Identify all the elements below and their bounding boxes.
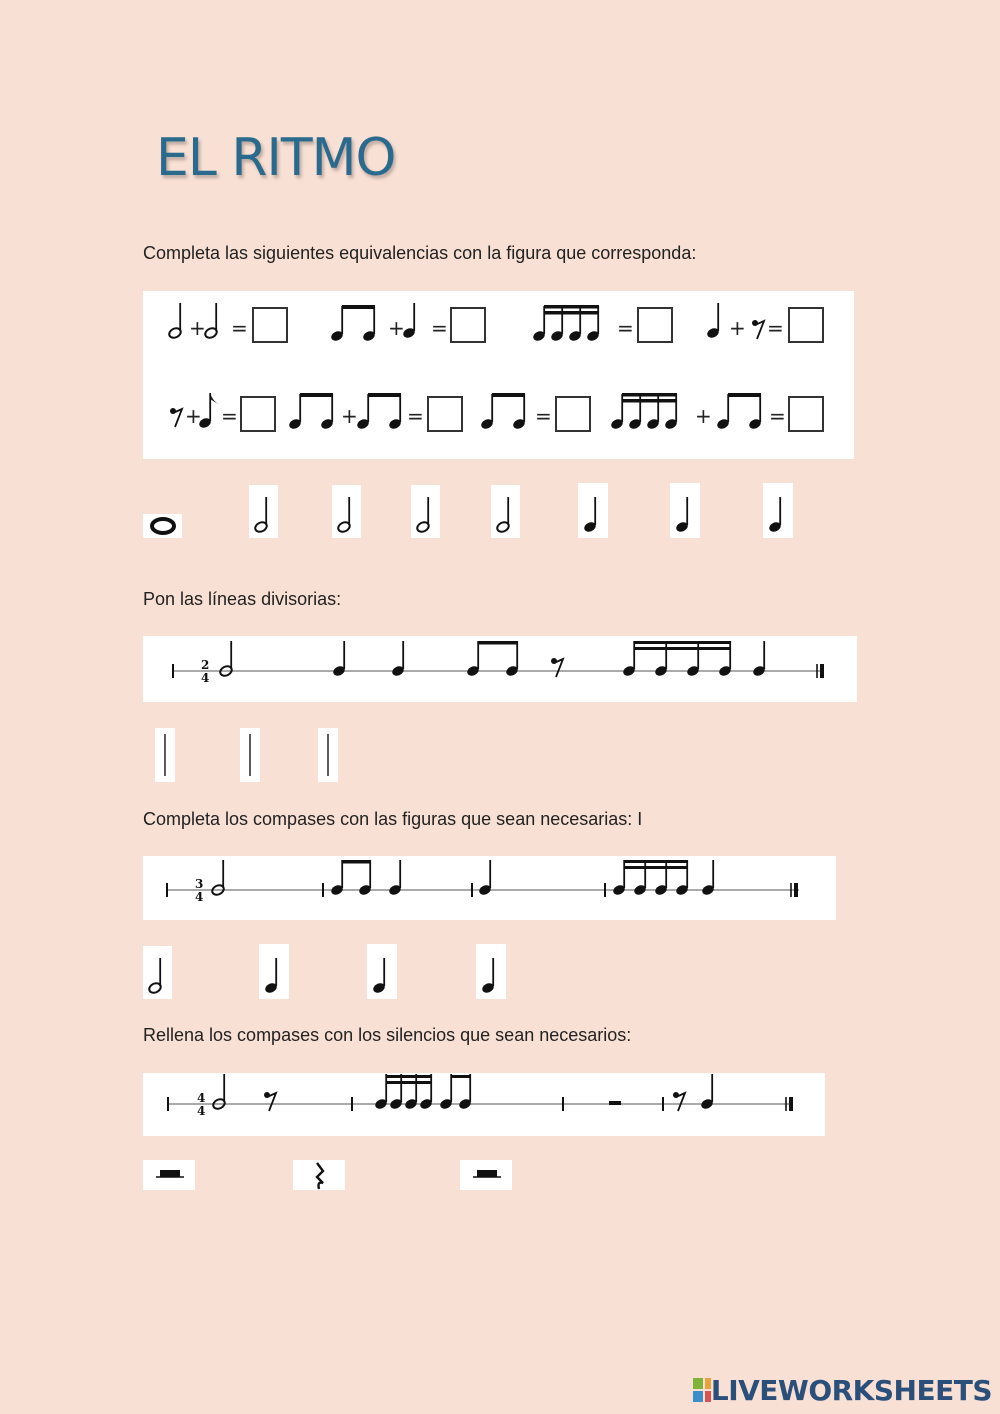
quarter-note-icon xyxy=(332,641,347,678)
half-note-icon xyxy=(143,946,172,999)
drag-quarter-note[interactable] xyxy=(259,944,289,999)
svg-text:+: + xyxy=(341,404,358,428)
quarter-note-icon xyxy=(259,944,289,999)
drag-half-note[interactable] xyxy=(249,485,278,538)
eighth-pair-icon xyxy=(466,641,520,678)
drag-whole-note[interactable] xyxy=(143,514,182,538)
answer-box[interactable] xyxy=(789,308,823,342)
eighth-pair-icon xyxy=(330,860,373,897)
quarter-note-icon xyxy=(391,641,406,678)
sixteenth-group-icon xyxy=(612,860,690,897)
sixteenth-group-icon xyxy=(622,641,733,678)
sixteenth-group-icon xyxy=(610,393,679,431)
rests-score xyxy=(143,1073,825,1136)
svg-text:+: + xyxy=(388,316,405,340)
page-title: EL RITMO xyxy=(156,128,396,188)
instruction-equivalences: Completa las siguientes equivalencias con la figura que corresponda: xyxy=(143,243,697,263)
eighth-pair-icon xyxy=(439,1074,473,1111)
drag-half-note[interactable] xyxy=(411,485,440,538)
barline-icon xyxy=(318,728,338,782)
time-signature-top: 4 xyxy=(197,1091,206,1105)
whole-note-icon xyxy=(143,514,182,538)
eighth-pair-icon xyxy=(330,305,377,343)
quarter-note-icon xyxy=(763,483,793,538)
quarter-note-icon xyxy=(367,944,397,999)
quarter-note-icon xyxy=(700,1074,715,1111)
half-note-icon xyxy=(219,641,234,678)
svg-text:=: = xyxy=(535,404,552,428)
half-note-icon xyxy=(168,303,183,340)
sixteenth-group-icon xyxy=(374,1074,434,1111)
svg-text:+: + xyxy=(695,404,712,428)
quarter-note-icon xyxy=(670,483,700,538)
answer-box[interactable] xyxy=(789,397,823,431)
drag-half-rest[interactable] xyxy=(460,1160,512,1190)
half-rest-icon xyxy=(609,1101,621,1105)
answer-box[interactable] xyxy=(451,308,485,342)
eighth-rest-icon xyxy=(752,320,764,339)
drag-half-note[interactable] xyxy=(143,946,172,999)
drag-barline[interactable] xyxy=(240,728,260,782)
svg-text:=: = xyxy=(431,316,448,340)
quarter-note-icon xyxy=(388,860,403,897)
svg-text:=: = xyxy=(407,404,424,428)
quarter-rest-icon xyxy=(293,1160,345,1190)
answer-box[interactable] xyxy=(428,397,462,431)
rests-panel xyxy=(143,1073,825,1136)
quarter-note-icon xyxy=(478,860,493,897)
drag-barline[interactable] xyxy=(155,728,175,782)
time-signature-top: 3 xyxy=(195,877,204,891)
logo-text: LIVEWORKSHEETS xyxy=(710,1373,992,1407)
quarter-note-icon xyxy=(752,641,767,678)
measures-score xyxy=(143,856,836,920)
svg-text:=: = xyxy=(617,316,634,340)
eighth-pair-icon xyxy=(288,393,335,431)
answer-box[interactable] xyxy=(241,397,275,431)
eighth-rest-icon xyxy=(264,1092,276,1111)
svg-text:=: = xyxy=(767,316,784,340)
sixteenth-group-icon xyxy=(532,305,601,343)
eighth-rest-icon xyxy=(551,658,563,677)
time-signature-top: 2 xyxy=(201,658,210,672)
drag-quarter-note[interactable] xyxy=(763,483,793,538)
drag-quarter-note[interactable] xyxy=(578,483,608,538)
half-note-icon xyxy=(491,485,520,538)
time-signature-bottom: 4 xyxy=(195,890,204,904)
barline-icon xyxy=(240,728,260,782)
svg-text:=: = xyxy=(231,316,248,340)
answer-box[interactable] xyxy=(638,308,672,342)
quarter-note-icon xyxy=(701,860,716,897)
svg-text:=: = xyxy=(769,404,786,428)
half-note-icon xyxy=(211,860,226,897)
equivalences-score xyxy=(143,291,854,459)
drag-half-note[interactable] xyxy=(332,485,361,538)
answer-box[interactable] xyxy=(253,308,287,342)
drag-quarter-note[interactable] xyxy=(367,944,397,999)
drag-quarter-note[interactable] xyxy=(476,944,506,999)
drag-quarter-note[interactable] xyxy=(670,483,700,538)
drag-quarter-rest[interactable] xyxy=(293,1160,345,1190)
svg-text:+: + xyxy=(185,404,202,428)
half-note-icon xyxy=(204,303,219,340)
quarter-note-icon xyxy=(476,944,506,999)
instruction-barlines: Pon las líneas divisorias: xyxy=(143,589,342,609)
time-signature-bottom: 4 xyxy=(201,671,210,685)
quarter-note-icon xyxy=(706,303,721,340)
eighth-pair-icon xyxy=(356,393,403,431)
half-note-icon xyxy=(332,485,361,538)
quarter-note-icon xyxy=(578,483,608,538)
svg-text:+: + xyxy=(729,316,746,340)
time-signature-bottom: 4 xyxy=(197,1104,206,1118)
half-rest-icon xyxy=(460,1160,512,1190)
live-badge-icon xyxy=(692,1377,711,1403)
instruction-rests: Rellena los compases con los silencios que sean necesarios: xyxy=(143,1025,632,1045)
half-note-icon xyxy=(411,485,440,538)
eighth-pair-icon xyxy=(716,393,763,431)
eighth-rest-icon xyxy=(673,1092,685,1111)
drag-half-rest[interactable] xyxy=(143,1160,195,1190)
barline-icon xyxy=(155,728,175,782)
drag-barline[interactable] xyxy=(318,728,338,782)
half-note-icon xyxy=(212,1074,227,1111)
half-rest-icon xyxy=(143,1160,195,1190)
answer-box[interactable] xyxy=(556,397,590,431)
instruction-measures: Completa los compases con las figuras que sean necesarias: I xyxy=(143,809,643,829)
barlines-score xyxy=(143,636,857,702)
equivalences-panel xyxy=(143,291,854,459)
drag-half-note[interactable] xyxy=(491,485,520,538)
eighth-rest-icon xyxy=(170,408,182,427)
svg-text:+: + xyxy=(189,316,206,340)
eighth-pair-icon xyxy=(480,393,527,431)
barlines-panel xyxy=(143,636,857,702)
measures-panel xyxy=(143,856,836,920)
half-note-icon xyxy=(249,485,278,538)
svg-text:=: = xyxy=(221,404,238,428)
liveworksheets-logo xyxy=(692,1374,992,1406)
